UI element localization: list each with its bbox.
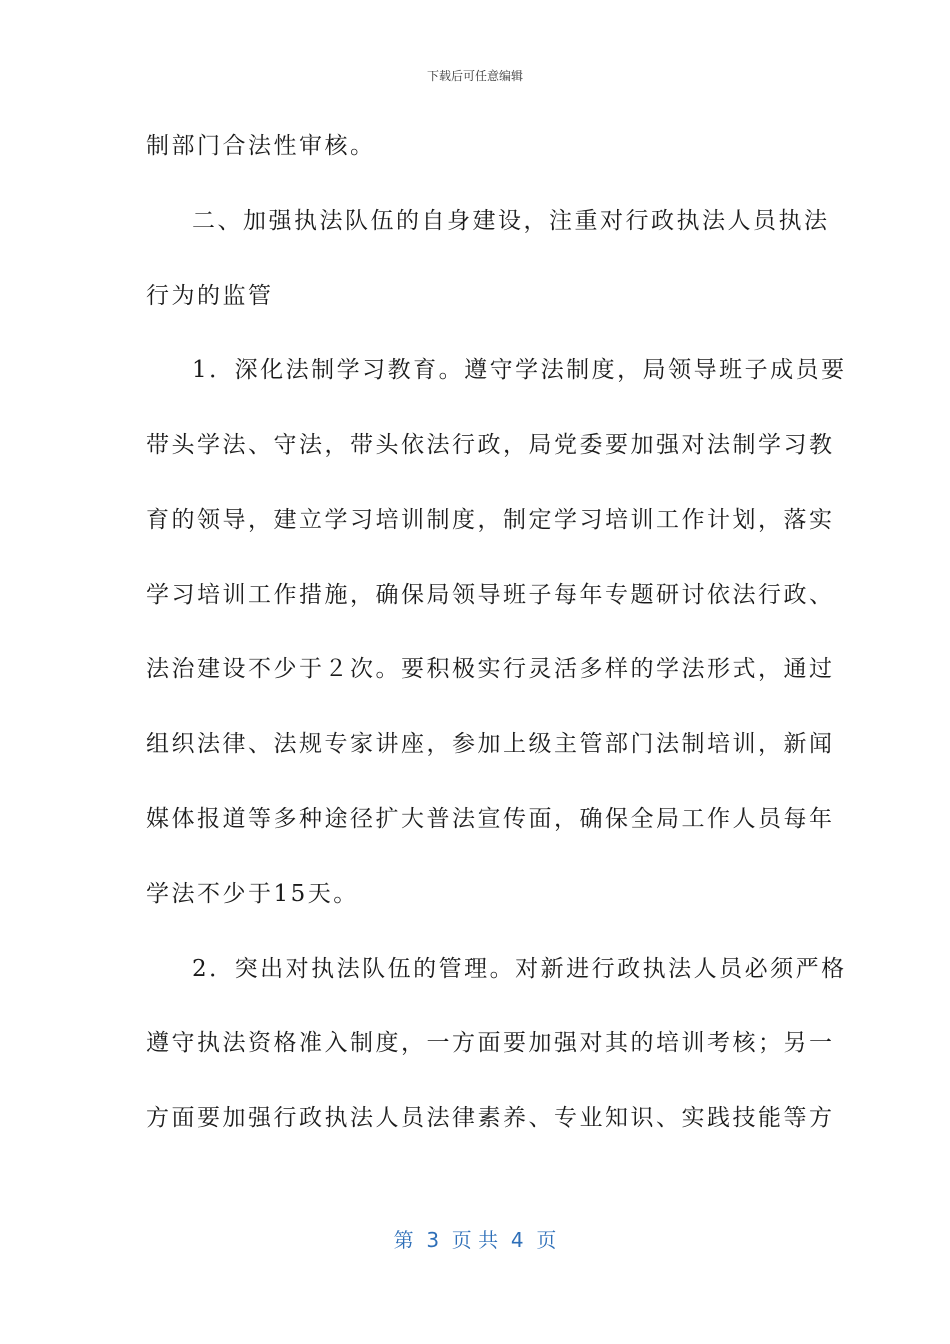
section-heading-line: 二、加强执法队伍的自身建设，注重对行政执法人员执法	[192, 208, 830, 234]
body-text-line: 学法不少于15天。	[146, 881, 359, 907]
body-text-line: 带头学法、守法，带头依法行政，局党委要加强对法制学习教	[146, 432, 835, 458]
body-text-line: 学习培训工作措施，确保局领导班子每年专题研讨依法行政、	[146, 582, 835, 608]
body-text-line: 2．突出对执法队伍的管理。对新进行政执法人员必须严格	[192, 956, 847, 982]
body-text-line: 制部门合法性审核。	[146, 133, 376, 159]
header-note: 下载后可任意编辑	[426, 69, 523, 83]
body-text-line: 法治建设不少于２次。要积极实行灵活多样的学法形式，通过	[146, 656, 835, 682]
body-text-line: 遵守执法资格准入制度，一方面要加强对其的培训考核；另一	[146, 1030, 835, 1056]
body-text-line: 育的领导，建立学习培训制度，制定学习培训工作计划，落实	[146, 507, 835, 533]
body-text-line: 媒体报道等多种途径扩大普法宣传面，确保全局工作人员每年	[146, 806, 835, 832]
body-text-line: 方面要加强行政执法人员法律素养、专业知识、实践技能等方	[146, 1105, 835, 1131]
body-text-line: 1．深化法制学习教育。遵守学法制度，局领导班子成员要	[192, 357, 847, 383]
body-text-line: 组织法律、法规专家讲座，参加上级主管部门法制培训，新闻	[146, 731, 835, 757]
section-heading-line: 行为的监管	[146, 283, 274, 309]
page-number-footer: 第 3 页 共 4 页	[393, 1228, 557, 1252]
